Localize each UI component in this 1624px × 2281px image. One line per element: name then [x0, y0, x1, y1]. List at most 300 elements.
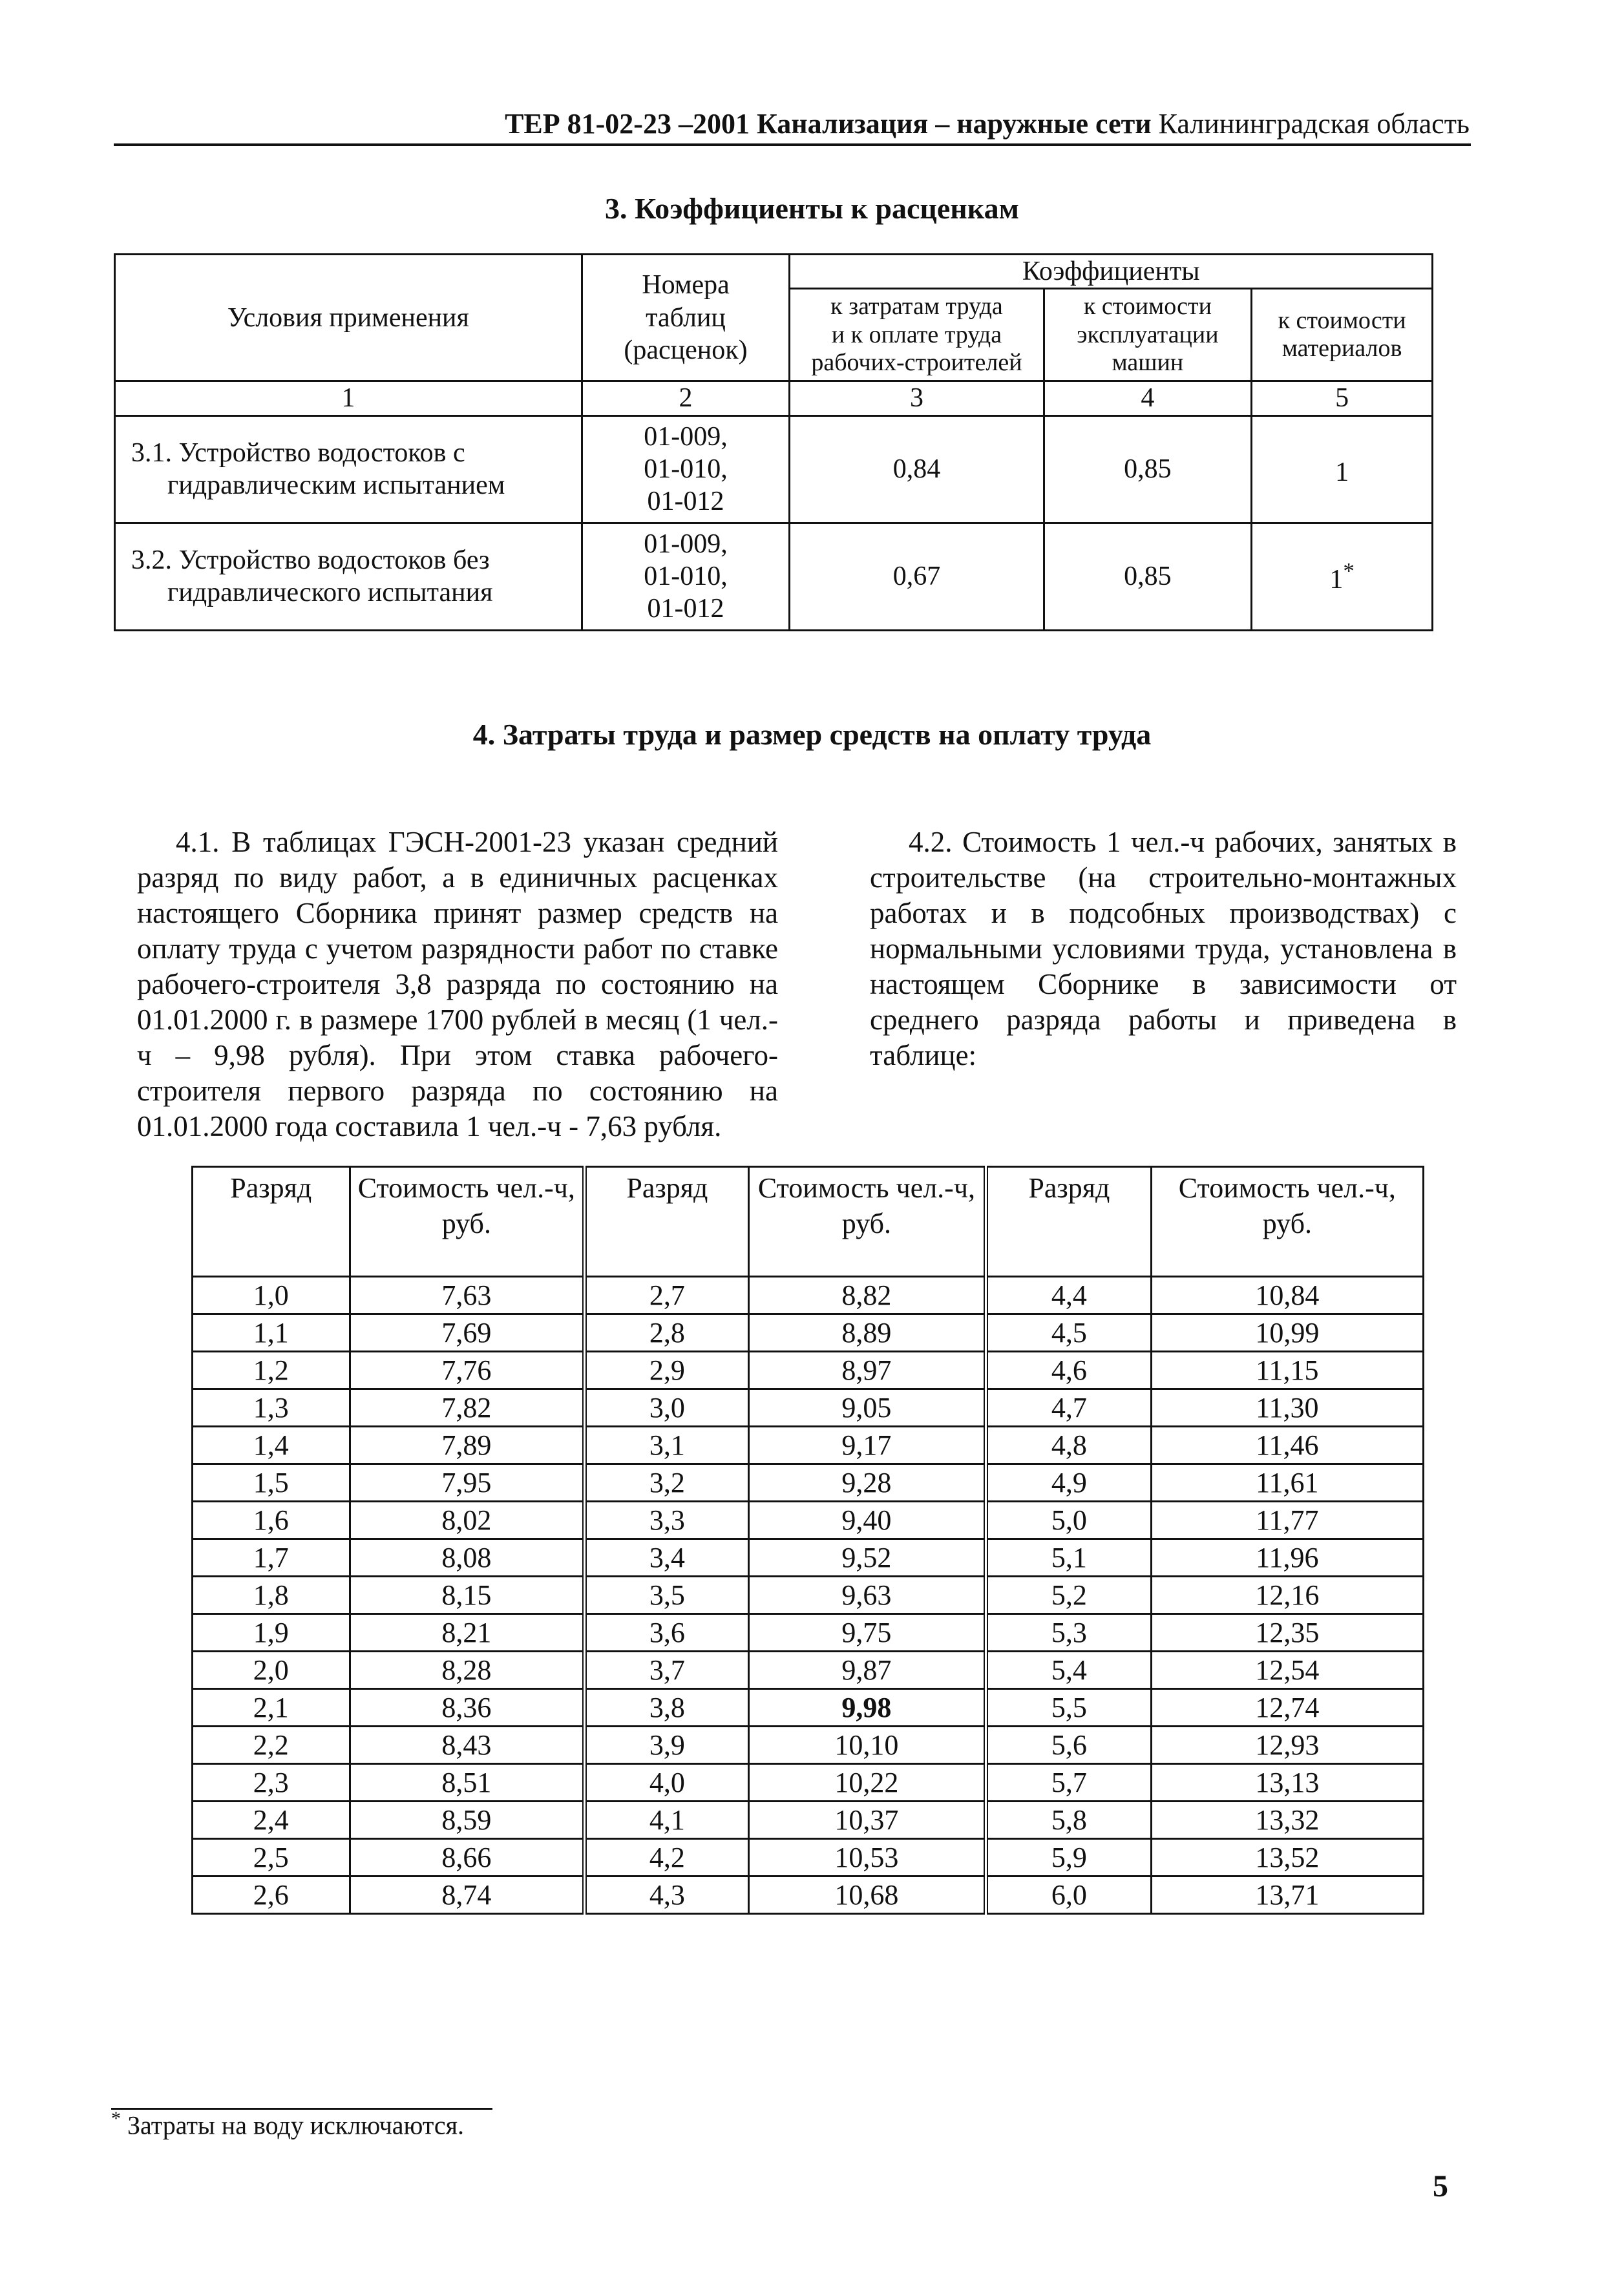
cost-cell: [748, 1427, 986, 1464]
condition-cell: [115, 523, 582, 630]
cost-value: 9,52: [841, 1542, 892, 1573]
grade-value: 3,6: [649, 1617, 685, 1648]
paragraph-4-2: [870, 825, 1457, 1073]
footnote-mark: *: [1343, 558, 1355, 583]
cost-value: 10,84: [1255, 1279, 1320, 1311]
grade-value: 5,5: [1051, 1692, 1087, 1723]
rate-row: [193, 1764, 1424, 1802]
grade-cell: [193, 1764, 350, 1802]
labor-header-line: и к оплате труда: [831, 321, 1002, 348]
cost-cell: [748, 1502, 986, 1539]
grade-value: 2,1: [253, 1692, 289, 1723]
cost-value: 9,63: [841, 1579, 892, 1611]
grade-cell: [585, 1314, 749, 1352]
machines-header: [1044, 289, 1252, 381]
cost-value: 12,35: [1255, 1617, 1320, 1648]
cost-cell: [350, 1502, 584, 1539]
condition-line: 3.1. Устройство водостоков с: [131, 437, 465, 468]
condition-line: 3.2. Устройство водостоков без: [131, 545, 490, 575]
cost-value: 11,77: [1256, 1504, 1319, 1536]
grade-value: 1,4: [253, 1429, 289, 1461]
grade-cell: [193, 1427, 350, 1464]
materials-coefficient: [1252, 523, 1433, 630]
grade-value: 5,3: [1051, 1617, 1087, 1648]
grade-value: 2,3: [253, 1767, 289, 1798]
cost-cell: [1151, 1876, 1423, 1914]
cost-value: 9,98: [841, 1692, 892, 1723]
cost-value: 7,63: [441, 1279, 492, 1311]
cost-value: 7,69: [441, 1317, 492, 1349]
grade-value: 4,4: [1051, 1279, 1087, 1311]
labor-header-line: рабочих-строителей: [811, 349, 1022, 377]
cost-value: 8,82: [841, 1279, 892, 1311]
cost-value: 8,08: [441, 1542, 492, 1573]
grade-cell: [986, 1539, 1152, 1577]
cost-value: 10,68: [834, 1879, 899, 1911]
grade-value: 5,6: [1051, 1729, 1087, 1761]
grade-value: 3,0: [649, 1392, 685, 1424]
grade-cell: [585, 1539, 749, 1577]
grade-cell: [193, 1577, 350, 1614]
cost-value: 11,61: [1256, 1467, 1319, 1498]
cost-value: 13,32: [1255, 1804, 1320, 1836]
machines-header-line: эксплуатации: [1077, 321, 1219, 348]
rate-row: [193, 1614, 1424, 1652]
grade-value: 3,3: [649, 1504, 685, 1536]
grade-cell: [193, 1389, 350, 1427]
grade-cell: [986, 1314, 1152, 1352]
coefficients-header-row: [115, 255, 1433, 289]
rate-row: [193, 1689, 1424, 1727]
column-number: 3: [790, 381, 1044, 415]
grade-value: 4,3: [649, 1879, 685, 1911]
running-header: [114, 107, 1470, 140]
cost-value: 8,74: [441, 1879, 492, 1911]
cost-header-line: Стоимость: [757, 1172, 889, 1204]
grade-value: 3,5: [649, 1579, 685, 1611]
cost-header-line: руб.: [841, 1208, 892, 1239]
cost-cell: [1151, 1427, 1423, 1464]
table-number: 01-012: [647, 594, 724, 624]
grade-value: 5,1: [1051, 1542, 1087, 1573]
rate-row: [193, 1727, 1424, 1764]
table-number: 01-009,: [644, 421, 728, 452]
grade-cell: [585, 1689, 749, 1727]
cost-header: [350, 1167, 584, 1277]
machines-coefficient: 0,85: [1044, 523, 1252, 630]
rate-row: [193, 1352, 1424, 1389]
cost-cell: [748, 1802, 986, 1839]
grade-cell: [193, 1352, 350, 1389]
grade-cell: [986, 1502, 1152, 1539]
grade-value: 4,1: [649, 1804, 685, 1836]
grade-value: 4,0: [649, 1767, 685, 1798]
grade-value: 4,6: [1051, 1354, 1087, 1386]
table-number: 01-009,: [644, 529, 728, 559]
grade-value: 2,2: [253, 1729, 289, 1761]
grade-cell: [193, 1802, 350, 1839]
rate-row: [193, 1802, 1424, 1839]
cost-value: 10,53: [834, 1842, 899, 1873]
coefficients-row: [115, 415, 1433, 523]
grade-cell: [585, 1727, 749, 1764]
header-rule: [114, 143, 1471, 146]
materials-header: [1252, 289, 1433, 381]
labor-header-line: к затратам труда: [830, 292, 1003, 320]
paragraph-4-2-text: 4.2. Стоимость 1 чел.-ч рабочих, занятых в строительстве (на строительно-монтажных работах и в подсобных производствах) с нормальными условиями труда, установлена в настоящем Сборнике в зависимости от среднего разряда работы и приведена в таблице:: [870, 826, 1457, 1071]
labor-coefficient: 0,67: [790, 523, 1044, 630]
cost-cell: [1151, 1539, 1423, 1577]
grade-value: 5,2: [1051, 1579, 1087, 1611]
cost-value: 9,17: [841, 1429, 892, 1461]
cost-value: 9,75: [841, 1617, 892, 1648]
table-number: 01-010,: [644, 454, 728, 485]
grade-header: Разряд: [585, 1167, 749, 1277]
grade-cell: [193, 1876, 350, 1914]
cost-cell: [1151, 1502, 1423, 1539]
labor-header: [790, 289, 1044, 381]
grade-value: 5,7: [1051, 1767, 1087, 1798]
cost-value: 9,40: [841, 1504, 892, 1536]
rate-table-body: [193, 1277, 1424, 1914]
cost-cell: [1151, 1464, 1423, 1502]
grade-value: 1,9: [253, 1617, 289, 1648]
machines-header-line: машин: [1112, 349, 1184, 377]
grade-cell: [986, 1277, 1152, 1314]
cost-value: 8,15: [441, 1579, 492, 1611]
cost-value: 9,87: [841, 1654, 892, 1686]
column-number-row: [115, 381, 1433, 415]
materials-coefficient: [1252, 415, 1433, 523]
cost-cell: [1151, 1839, 1423, 1876]
rate-row: [193, 1652, 1424, 1689]
grade-cell: [585, 1352, 749, 1389]
rate-row: [193, 1277, 1424, 1314]
cost-value: 9,05: [841, 1392, 892, 1424]
cost-cell: [350, 1389, 584, 1427]
condition-cell: [115, 415, 582, 523]
cost-value: 10,10: [834, 1729, 899, 1761]
cost-value: 10,37: [834, 1804, 899, 1836]
grade-cell: [986, 1876, 1152, 1914]
cost-header-line: Стоимость: [1178, 1172, 1310, 1204]
materials-header-line: к стоимости: [1278, 306, 1406, 334]
grade-cell: [193, 1614, 350, 1652]
grade-value: 5,4: [1051, 1654, 1087, 1686]
grade-header: Разряд: [193, 1167, 350, 1277]
labor-coefficient: 0,84: [790, 415, 1044, 523]
cost-value: 8,66: [441, 1842, 492, 1873]
cost-value: 8,21: [441, 1617, 492, 1648]
cost-value: 8,36: [441, 1692, 492, 1723]
grade-value: 4,5: [1051, 1317, 1087, 1349]
cost-value: 7,89: [441, 1429, 492, 1461]
grade-value: 5,9: [1051, 1842, 1087, 1873]
cost-value: 8,51: [441, 1767, 492, 1798]
cost-cell: [1151, 1277, 1423, 1314]
rate-row: [193, 1464, 1424, 1502]
cost-header: [748, 1167, 986, 1277]
grade-value: 4,9: [1051, 1467, 1087, 1498]
grade-cell: [193, 1539, 350, 1577]
grade-value: 3,9: [649, 1729, 685, 1761]
grade-value: 2,7: [649, 1279, 685, 1311]
materials-value: 1: [1329, 564, 1344, 594]
cost-value: 12,93: [1255, 1729, 1320, 1761]
cost-value: 11,96: [1256, 1542, 1319, 1573]
table-number: 01-012: [647, 487, 724, 517]
grade-cell: [986, 1689, 1152, 1727]
grade-value: 4,8: [1051, 1429, 1087, 1461]
cost-value: 10,22: [834, 1767, 899, 1798]
cost-value: 11,46: [1256, 1429, 1319, 1461]
cost-cell: [350, 1427, 584, 1464]
cost-header-line: Стоимость: [357, 1172, 489, 1204]
cost-value: 9,28: [841, 1467, 892, 1498]
grade-cell: [585, 1577, 749, 1614]
cost-header: [1151, 1167, 1423, 1277]
grade-cell: [986, 1727, 1152, 1764]
cost-header-line: руб.: [441, 1208, 491, 1239]
machines-coefficient: 0,85: [1044, 415, 1252, 523]
grade-value: 5,8: [1051, 1804, 1087, 1836]
grade-cell: [986, 1352, 1152, 1389]
grade-cell: [585, 1652, 749, 1689]
grade-value: 6,0: [1051, 1879, 1087, 1911]
cost-value: 8,89: [841, 1317, 892, 1349]
grade-cell: [193, 1314, 350, 1352]
cost-cell: [350, 1464, 584, 1502]
cost-cell: [748, 1389, 986, 1427]
cost-cell: [350, 1314, 584, 1352]
cost-cell: [1151, 1727, 1423, 1764]
grade-value: 3,7: [649, 1654, 685, 1686]
grade-value: 3,2: [649, 1467, 685, 1498]
conditions-header: Условия применения: [115, 255, 582, 381]
condition-line: гидравлическим испытанием: [167, 470, 505, 501]
cost-value: 7,76: [441, 1354, 492, 1386]
cost-cell: [350, 1802, 584, 1839]
cost-value: 13,52: [1255, 1842, 1320, 1873]
coefficients-row: [115, 523, 1433, 630]
column-number: 4: [1044, 381, 1252, 415]
labor-rate-table: [191, 1166, 1424, 1915]
cost-value: 13,71: [1255, 1879, 1320, 1911]
grade-header: Разряд: [986, 1167, 1152, 1277]
grade-value: 1,3: [253, 1392, 289, 1424]
grade-value: 2,5: [253, 1842, 289, 1873]
grade-cell: [585, 1839, 749, 1876]
grade-cell: [986, 1464, 1152, 1502]
grade-cell: [585, 1277, 749, 1314]
rate-row: [193, 1539, 1424, 1577]
grade-value: 1,1: [253, 1317, 289, 1349]
cost-cell: [748, 1314, 986, 1352]
cost-cell: [1151, 1652, 1423, 1689]
grade-cell: [986, 1614, 1152, 1652]
cost-value: 7,82: [441, 1392, 492, 1424]
document-code: ТЕР 81-02-23 –2001 Канализация – наружные сети: [505, 108, 1152, 140]
cost-cell: [1151, 1314, 1423, 1352]
table-numbers-cell: [582, 415, 790, 523]
cost-header-line: руб.: [1262, 1208, 1312, 1239]
grade-value: 1,0: [253, 1279, 289, 1311]
cost-value: 12,16: [1255, 1579, 1320, 1611]
paragraph-4-1-text: 4.1. В таблицах ГЭСН-2001-23 указан средний разряд по виду работ, а в единичных расценках настоящего Сборника принят размер средств на оплату труда с учетом разрядности работ по ставке рабочего-строителя 3,8 разряда по состоянию на 01.01.2000 г. в размере 1700 рублей в месяц (1 чел.-ч – 9,98 рубля). При этом ставка рабочего-строителя первого разряда по состоянию на 01.01.2000 года составила 1 чел.-ч - 7,63 рубля.: [137, 826, 778, 1142]
grade-value: 2,6: [253, 1879, 289, 1911]
cost-cell: [748, 1614, 986, 1652]
cost-cell: [350, 1277, 584, 1314]
cost-cell: [748, 1577, 986, 1614]
grade-value: 5,0: [1051, 1504, 1087, 1536]
cost-cell: [350, 1352, 584, 1389]
rate-row: [193, 1314, 1424, 1352]
grade-cell: [193, 1839, 350, 1876]
grade-cell: [193, 1652, 350, 1689]
coefficients-table: [114, 253, 1433, 631]
grade-cell: [193, 1502, 350, 1539]
tables-header-line: Номера: [642, 270, 730, 300]
grade-value: 4,7: [1051, 1392, 1087, 1424]
cost-cell: [350, 1764, 584, 1802]
footnote-mark: *: [111, 2108, 121, 2129]
grade-cell: [986, 1389, 1152, 1427]
materials-value: 1: [1335, 457, 1349, 487]
grade-value: 3,8: [649, 1692, 685, 1723]
cost-value: 7,95: [441, 1467, 492, 1498]
tables-header-line: таблиц: [646, 302, 726, 333]
grade-cell: [585, 1464, 749, 1502]
grade-value: 1,6: [253, 1504, 289, 1536]
tables-header: [582, 255, 790, 381]
table-number: 01-010,: [644, 562, 728, 592]
grade-cell: [986, 1427, 1152, 1464]
grade-value: 2,4: [253, 1804, 289, 1836]
cost-value: 12,74: [1255, 1692, 1320, 1723]
cost-header-line: чел.-ч,: [496, 1172, 575, 1204]
cost-cell: [748, 1464, 986, 1502]
condition-line: гидравлического испытания: [167, 578, 493, 608]
cost-cell: [350, 1689, 584, 1727]
grade-value: 1,5: [253, 1467, 289, 1498]
grade-cell: [585, 1389, 749, 1427]
grade-cell: [986, 1652, 1152, 1689]
grade-cell: [585, 1502, 749, 1539]
cost-cell: [1151, 1389, 1423, 1427]
cost-cell: [748, 1652, 986, 1689]
machines-header-line: к стоимости: [1083, 292, 1212, 320]
cost-header-line: чел.-ч,: [896, 1172, 975, 1204]
grade-cell: [585, 1764, 749, 1802]
cost-value: 10,99: [1255, 1317, 1320, 1349]
cost-cell: [1151, 1802, 1423, 1839]
column-number: 1: [115, 381, 582, 415]
table-numbers-cell: [582, 523, 790, 630]
grade-value: 2,9: [649, 1354, 685, 1386]
cost-value: 8,59: [441, 1804, 492, 1836]
cost-cell: [1151, 1352, 1423, 1389]
column-number: 5: [1252, 381, 1433, 415]
cost-cell: [350, 1577, 584, 1614]
rate-row: [193, 1427, 1424, 1464]
grade-cell: [986, 1839, 1152, 1876]
cost-value: 8,97: [841, 1354, 892, 1386]
rate-row: [193, 1502, 1424, 1539]
cost-cell: [350, 1652, 584, 1689]
tables-header-line: (расценок): [624, 335, 748, 365]
rate-row: [193, 1839, 1424, 1876]
grade-cell: [585, 1427, 749, 1464]
column-number: 2: [582, 381, 790, 415]
cost-cell: [748, 1876, 986, 1914]
cost-value: 11,30: [1256, 1392, 1319, 1424]
cost-cell: [748, 1764, 986, 1802]
grade-cell: [585, 1614, 749, 1652]
page-number: 5: [1433, 2169, 1448, 2203]
cost-cell: [350, 1727, 584, 1764]
footnote: [111, 2108, 464, 2140]
grade-cell: [986, 1577, 1152, 1614]
cost-value: 12,54: [1255, 1654, 1320, 1686]
cost-cell: [748, 1352, 986, 1389]
footnote-text: Затраты на воду исключаются.: [127, 2110, 465, 2140]
grade-value: 3,4: [649, 1542, 685, 1573]
grade-value: 3,1: [649, 1429, 685, 1461]
cost-value: 11,15: [1256, 1354, 1319, 1386]
cost-cell: [748, 1277, 986, 1314]
materials-header-line: материалов: [1281, 335, 1402, 363]
grade-cell: [986, 1802, 1152, 1839]
coefficients-header: Коэффициенты: [790, 255, 1433, 289]
section-4-title: 4. Затраты труда и размер средств на оплату труда: [472, 718, 1152, 751]
rate-row: [193, 1876, 1424, 1914]
cost-cell: [350, 1839, 584, 1876]
grade-cell: [193, 1689, 350, 1727]
cost-cell: [748, 1689, 986, 1727]
grade-value: 1,7: [253, 1542, 289, 1573]
cost-value: 8,28: [441, 1654, 492, 1686]
paragraph-4-1: [137, 825, 778, 1144]
cost-cell: [350, 1614, 584, 1652]
cost-cell: [748, 1839, 986, 1876]
rate-header-row: [193, 1167, 1424, 1277]
region: Калининградская область: [1158, 108, 1470, 140]
grade-cell: [585, 1802, 749, 1839]
cost-cell: [748, 1727, 986, 1764]
grade-value: 2,0: [253, 1654, 289, 1686]
grade-cell: [193, 1464, 350, 1502]
cost-cell: [1151, 1577, 1423, 1614]
cost-value: 8,43: [441, 1729, 492, 1761]
cost-cell: [350, 1876, 584, 1914]
section-3-title: 3. Коэффициенты к расценкам: [605, 192, 1019, 225]
cost-cell: [1151, 1764, 1423, 1802]
grade-value: 2,8: [649, 1317, 685, 1349]
cost-cell: [1151, 1689, 1423, 1727]
cost-cell: [1151, 1614, 1423, 1652]
cost-header-line: чел.-ч,: [1316, 1172, 1396, 1204]
grade-value: 1,2: [253, 1354, 289, 1386]
cost-value: 8,02: [441, 1504, 492, 1536]
grade-value: 4,2: [649, 1842, 685, 1873]
cost-value: 13,13: [1255, 1767, 1320, 1798]
rate-row: [193, 1389, 1424, 1427]
grade-cell: [986, 1764, 1152, 1802]
cost-cell: [350, 1539, 584, 1577]
grade-cell: [193, 1727, 350, 1764]
cost-cell: [748, 1539, 986, 1577]
grade-cell: [585, 1876, 749, 1914]
